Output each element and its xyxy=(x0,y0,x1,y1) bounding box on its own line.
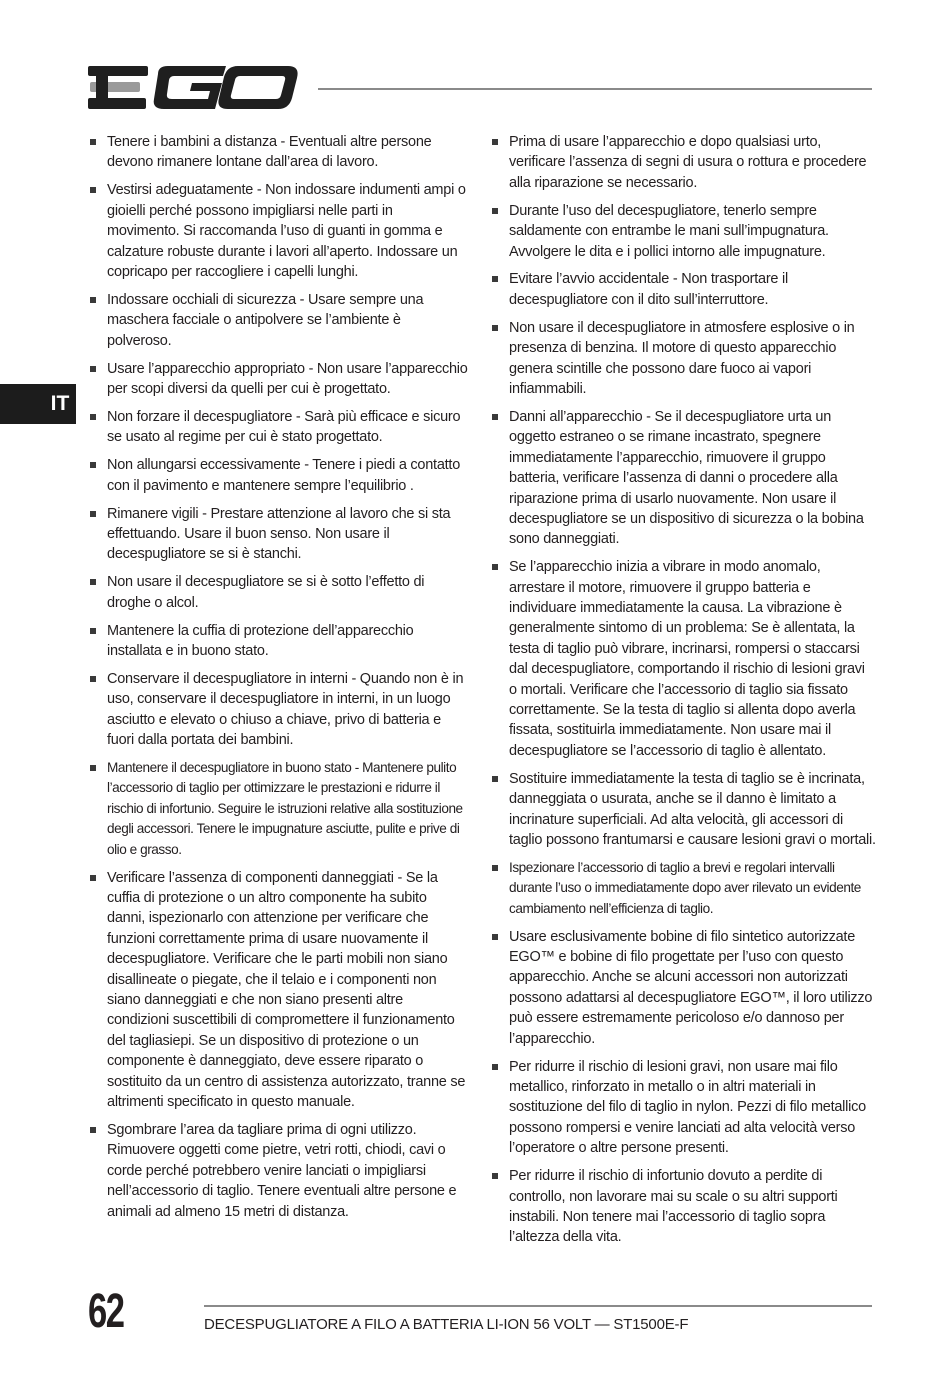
safety-list-left xyxy=(90,132,468,1222)
list-item: Rimanere vigili - Prestare attenzione al lavoro che si sta effettuando. Usare il buon senso. Non usare il decespugliatore se si è stanchi. xyxy=(90,504,468,565)
bullet-icon xyxy=(492,1064,498,1070)
bullet-icon xyxy=(90,765,96,771)
left-column xyxy=(90,132,468,1229)
list-item: Non forzare il decespugliatore - Sarà più efficace e sicuro se usato al regime per cui è stato progettato. xyxy=(90,407,468,448)
language-tab: IT xyxy=(0,384,76,424)
list-item: Evitare l’avvio accidentale - Non trasportare il decespugliatore con il dito sull’interruttore. xyxy=(492,269,876,310)
safety-list-right xyxy=(492,132,876,1248)
list-item: Mantenere il decespugliatore in buono stato - Mantenere pulito l’accessorio di taglio per ottimizzare le prestazioni e ridurre il rischio di infortunio. Seguire le istruzioni relative alla sostituzione degli accessori. Tenere le impugnature asciutte, pulite e prive di olio e grasso. xyxy=(90,758,468,860)
list-item: Mantenere la cuffia di protezione dell’apparecchio installata e in buono stato. xyxy=(90,621,468,662)
list-item: Non usare il decespugliatore se si è sotto l’effetto di droghe o alcol. xyxy=(90,572,468,613)
footer-divider xyxy=(204,1305,872,1307)
page-number: 62 xyxy=(88,1285,124,1338)
list-item: Tenere i bambini a distanza - Eventuali altre persone devono rimanere lontane dall’area di lavoro. xyxy=(90,132,468,173)
bullet-icon xyxy=(492,564,498,570)
bullet-icon xyxy=(492,139,498,145)
bullet-icon xyxy=(492,1173,498,1179)
bullet-icon xyxy=(492,865,498,871)
bullet-icon xyxy=(90,1127,96,1133)
list-item: Non allungarsi eccessivamente - Tenere i piedi a contatto con il pavimento e mantenere sempre l’equilibrio . xyxy=(90,455,468,496)
bullet-icon xyxy=(90,462,96,468)
list-item: Verificare l’assenza di componenti danneggiati - Se la cuffia di protezione o un altro componente ha subito danni, ispezionarlo con attenzione per verificare che funzioni correttamente prima di usare nuovamente il decespugliatore. Verificare che le parti mobili non siano disallineate o piegate, che il telaio e i componenti non siano danneggiati e che non siano presenti altre condizioni suscettibili di compromettere il funzionamento del tagliasiepi. Se un dispositivo di protezione o un componente è danneggiato, deve essere riparato o sostituito da un centro di assistenza autorizzato, tranne se altrimenti specificato in questo manuale. xyxy=(90,868,468,1113)
bullet-icon xyxy=(90,139,96,145)
list-item: Durante l’uso del decespugliatore, tenerlo sempre saldamente con entrambe le mani sull’impugnatura. Avvolgere le dita e i pollici intorno alle impugnature. xyxy=(492,201,876,262)
right-column xyxy=(492,132,876,1255)
list-item: Ispezionare l’accessorio di taglio a brevi e regolari intervalli durante l’uso o immediatamente dopo aver rilevato un evidente cambiamento nell’efficienza di taglio. xyxy=(492,858,876,919)
ego-logo-icon xyxy=(88,64,298,112)
list-item: Danni all’apparecchio - Se il decespugliatore urta un oggetto estraneo o se rimane incastrato, spegnere immediatamente l’apparecchio, rimuovere il gruppo batteria, verificare l’assenza di danni o procedere alla riparazione prima di usarlo nuovamente. Non usare il decespugliatore se un dispositivo di sicurezza o la bobina sono danneggiati. xyxy=(492,407,876,550)
list-item: Indossare occhiali di sicurezza - Usare sempre una maschera facciale o antipolvere se l’ambiente è polveroso. xyxy=(90,290,468,351)
bullet-icon xyxy=(90,187,96,193)
list-item: Sostituire immediatamente la testa di taglio se è incrinata, danneggiata o usurata, anche se il danno è limitato a incrinature superficiali. Ad alta velocità, gli accessori di taglio possono frantumarsi e causare lesioni gravi o mortali. xyxy=(492,769,876,851)
list-item: Prima di usare l’apparecchio e dopo qualsiasi urto, verificare l’assenza di segni di usura o rottura e procedere alla riparazione se necessario. xyxy=(492,132,876,193)
bullet-icon xyxy=(90,414,96,420)
bullet-icon xyxy=(90,366,96,372)
footer-title: DECESPUGLIATORE A FILO A BATTERIA LI-ION 56 VOLT — ST1500E-F xyxy=(204,1316,689,1333)
bullet-icon xyxy=(90,676,96,682)
list-item: Non usare il decespugliatore in atmosfere esplosive o in presenza di benzina. Il motore di questo apparecchio genera scintille che possono dare fuoco ai vapori infiammabili. xyxy=(492,318,876,400)
list-item: Usare l’apparecchio appropriato - Non usare l’apparecchio per scopi diversi da quelli per cui è progettato. xyxy=(90,359,468,400)
bullet-icon xyxy=(90,875,96,881)
list-item: Per ridurre il rischio di lesioni gravi, non usare mai filo metallico, rinforzato in metallo o in altri materiali in sostituzione del filo di taglio in nylon. Pezzi di filo metallico possono rompersi e venire lanciati ad alta velocità verso l’operatore o altre persone presenti. xyxy=(492,1057,876,1159)
bullet-icon xyxy=(492,776,498,782)
list-item: Sgombrare l’area da tagliare prima di ogni utilizzo. Rimuovere oggetti come pietre, vetri rotti, chiodi, cavi o corde perché potrebbero venire lanciati o impigliarsi nell’accessorio di taglio. Tenere eventuali altre persone e animali ad almeno 15 metri di distanza. xyxy=(90,1120,468,1222)
list-item: Usare esclusivamente bobine di filo sintetico autorizzate EGO™ e bobine di filo progettate per l’uso con questo apparecchio. Anche se alcuni accessori non autorizzati possono adattarsi al decespugliatore EGO™, il loro utilizzo può essere estremamente pericoloso e/o dannoso per l’apparecchio. xyxy=(492,927,876,1049)
bullet-icon xyxy=(90,297,96,303)
header-divider xyxy=(318,88,872,90)
bullet-icon xyxy=(90,628,96,634)
bullet-icon xyxy=(90,511,96,517)
list-item: Conservare il decespugliatore in interni - Quando non è in uso, conservare il decespugliatore in interni, in un luogo asciutto e elevato o chiuso a chiave, privo di batteria e fuori dalla portata dei bambini. xyxy=(90,669,468,751)
bullet-icon xyxy=(492,414,498,420)
list-item: Vestirsi adeguatamente - Non indossare indumenti ampi o gioielli perché possono impigliarsi nelle parti in movimento. Si raccomanda l’uso di guanti in gomma e calzature robuste durante i lavori all’aperto. Indossare un copricapo per raccogliere i capelli lunghi. xyxy=(90,180,468,282)
bullet-icon xyxy=(492,276,498,282)
bullet-icon xyxy=(90,579,96,585)
bullet-icon xyxy=(492,208,498,214)
bullet-icon xyxy=(492,934,498,940)
list-item: Se l’apparecchio inizia a vibrare in modo anomalo, arrestare il motore, rimuovere il gruppo batteria e individuare immediatamente la causa. La vibrazione è generalmente sintomo di un problema: Se è allentata, la testa di taglio può vibrare, incrinarsi, rompersi o staccarsi dal decespugliatore, comportando il rischio di lesioni gravi o mortali. Verificare che l’accessorio di taglio sia fissato correttamente. Se la testa di taglio si allenta dopo averla fissata, sostituirla immediatamente. Non usare mai il decespugliatore se l’accessorio di taglio è allentato. xyxy=(492,557,876,761)
bullet-icon xyxy=(492,325,498,331)
list-item: Per ridurre il rischio di infortunio dovuto a perdite di controllo, non lavorare mai su scale o su altri supporti instabili. Non tenere mai l’accessorio di taglio sopra l’altezza della vita. xyxy=(492,1166,876,1248)
